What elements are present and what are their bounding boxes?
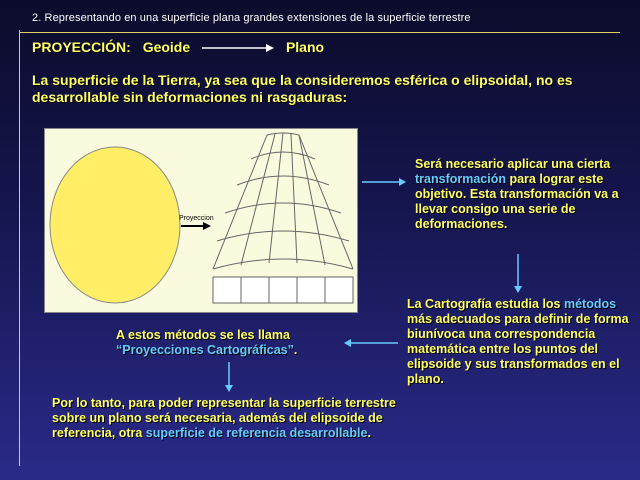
slide-header: 2. Representando en una superficie plana grandes extensiones de la superficie terrestre xyxy=(32,12,471,24)
arrow-box3-to-box4-icon xyxy=(225,362,233,392)
box2-text-pre: La Cartografía estudia los xyxy=(407,297,564,311)
arrow-box1-to-box2-icon xyxy=(514,254,522,293)
box4-text-pre: Por lo tanto, para poder representar la superficie terrestre sobre un plano será necesaria, además del elipsoide de referencia, otra xyxy=(52,396,396,440)
box4-text-post: . xyxy=(367,426,371,440)
title-to: Plano xyxy=(285,39,325,55)
box1-text-pre: Será necesario aplicar una cierta xyxy=(415,157,611,171)
box2-text-post: más adecuados para definir de forma biunívoca una correspondencia matemática entre los puntos del elipsoide y sus transformados en el plano. xyxy=(407,312,629,386)
arrow-figure-to-box1-icon xyxy=(362,178,406,186)
box4-highlight: superficie de referencia desarrollable xyxy=(145,426,368,440)
box3-text-pre: A estos métodos se les llama xyxy=(116,328,290,342)
box-projections xyxy=(116,328,376,358)
title-label: PROYECCIÓN: xyxy=(32,39,131,55)
box3-text-post: . xyxy=(293,343,298,357)
box-conclusion xyxy=(52,396,402,441)
box1-highlight: transformación xyxy=(415,172,506,186)
box-cartography xyxy=(407,297,632,387)
box1-text-post: para lograr este objetivo. Esta transformación va a llevar consigo una serie de deformaciones. xyxy=(415,172,619,231)
box3-highlight: “Proyecciones Cartográficas” xyxy=(116,343,294,357)
intro-text: La superficie de la Tierra, ya sea que la consideremos esférica o elipsoidal, no es desarrollable sin deformaciones ni rasgaduras: xyxy=(32,72,573,105)
box-transformation xyxy=(415,157,625,232)
projection-label: Proyeccion xyxy=(179,215,214,222)
title-from: Geoide xyxy=(142,39,191,55)
box2-highlight: métodos xyxy=(563,297,617,311)
